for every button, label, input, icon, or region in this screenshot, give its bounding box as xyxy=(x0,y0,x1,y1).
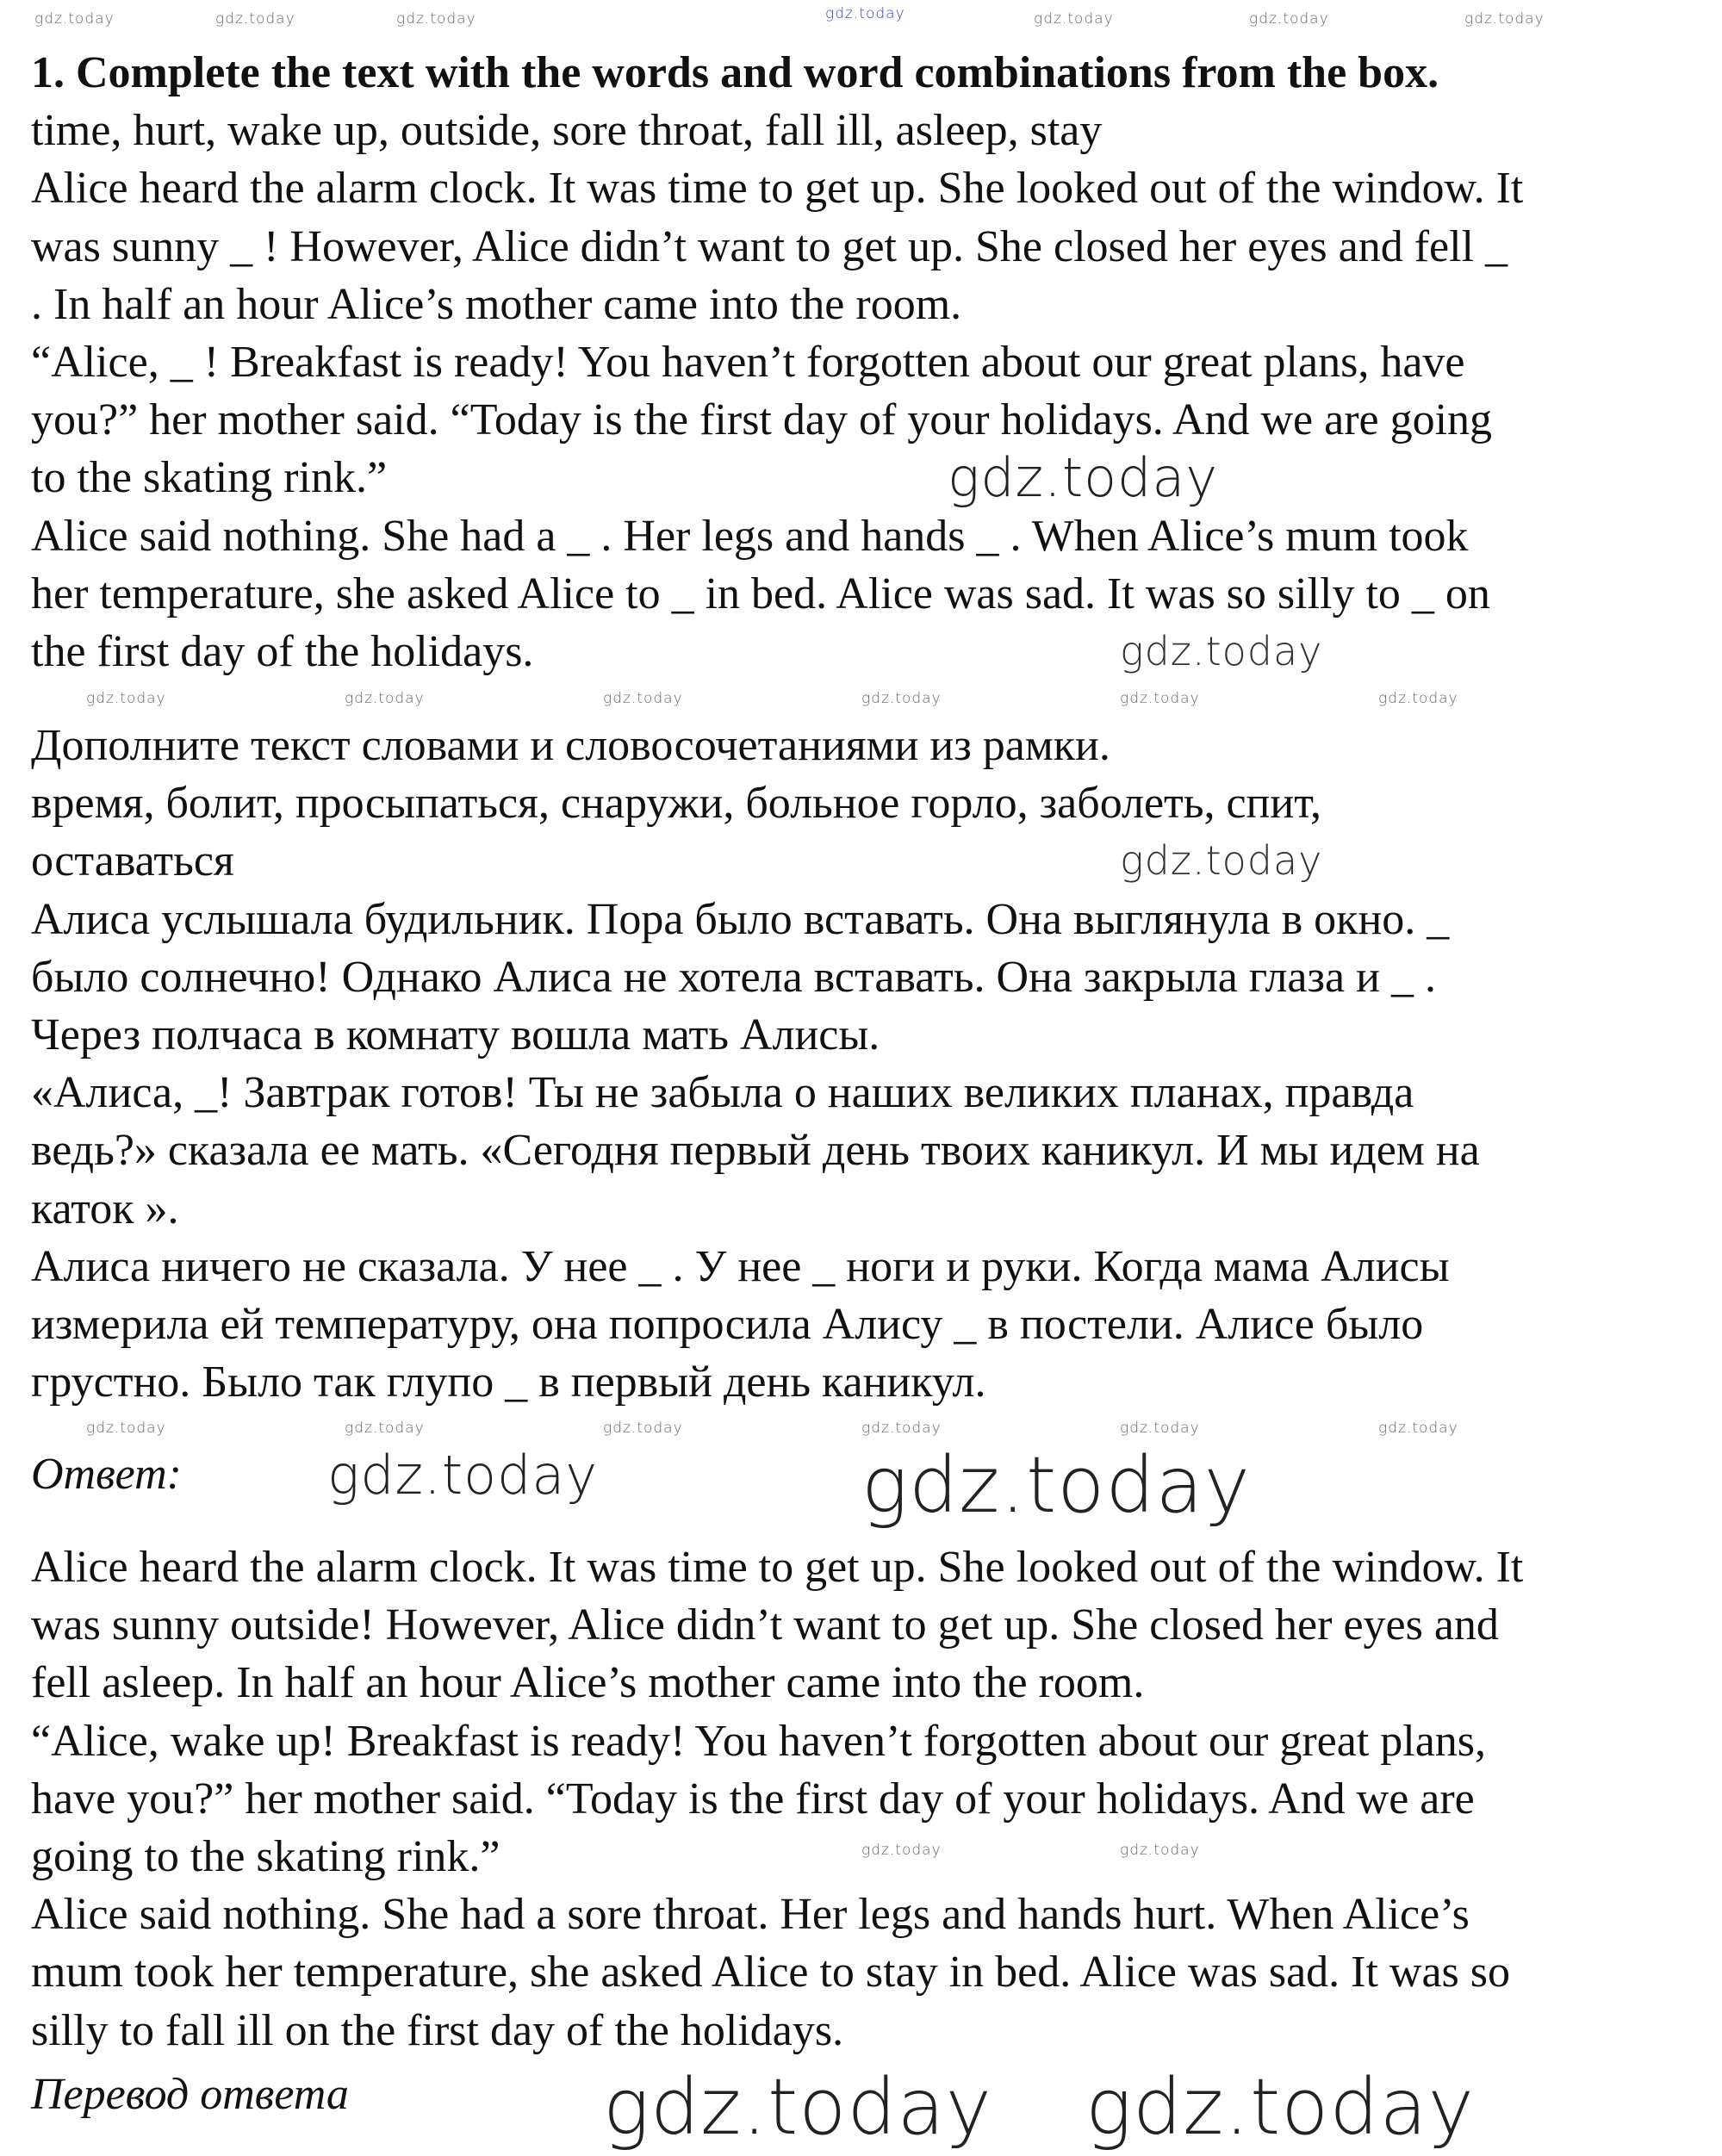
answer-text xyxy=(31,1538,1523,2060)
text-line: going to the skating rink.” xyxy=(31,1832,500,1882)
word-box: time, hurt, wake up, outside, sore throat, fall ill, asleep, stay xyxy=(31,106,1103,156)
russian-word-box: оставаться xyxy=(31,836,234,886)
text-line: have you?” her mother said. “Today is the first day of your holidays. And we are xyxy=(31,1774,1475,1824)
russian-text xyxy=(31,717,1480,1411)
russian-word-box: время, болит, просыпаться, снаружи, больное горло, заболеть, спит, xyxy=(31,779,1322,829)
watermark: gdz.today xyxy=(861,1440,1251,1531)
watermark: gdz.today xyxy=(603,2062,992,2153)
watermark: gdz.today xyxy=(1120,837,1323,884)
watermark: gdz.today xyxy=(327,1444,599,1507)
exercise-heading: 1. Complete the text with the words and word combinations from the box. xyxy=(31,48,1439,97)
watermark: gdz.today xyxy=(861,690,942,707)
text-line: каток ». xyxy=(31,1184,179,1233)
watermark: gdz.today xyxy=(1085,2062,1475,2153)
russian-instruction: Дополните текст словами и словосочетаниями из рамки. xyxy=(31,721,1110,770)
exercise-text xyxy=(31,44,1523,680)
text-line: Alice heard the alarm clock. It was time to get up. She looked out of the window. It xyxy=(31,1543,1524,1592)
watermark: gdz.today xyxy=(1034,10,1114,28)
watermark: gdz.today xyxy=(1464,10,1545,28)
text-line: Через полчаса в комнату вошла мать Алисы. xyxy=(31,1010,880,1060)
text-line: you?” her mother said. “Today is the first day of your holidays. And we are going xyxy=(31,395,1493,445)
text-line: “Alice, wake up! Breakfast is ready! You haven’t forgotten about our great plans, xyxy=(31,1716,1487,1766)
watermark: gdz.today xyxy=(1378,690,1458,707)
answer-label: Ответ: xyxy=(31,1450,182,1499)
text-line: грустно. Было так глупо _ в первый день каникул. xyxy=(31,1358,986,1407)
watermark: gdz.today xyxy=(825,5,905,22)
watermark: gdz.today xyxy=(1120,690,1200,707)
watermark: gdz.today xyxy=(86,690,166,707)
text-line: было солнечно! Однако Алиса не хотела вставать. Она закрыла глаза и _ . xyxy=(31,952,1436,1002)
watermark: gdz.today xyxy=(86,1420,166,1437)
watermark: gdz.today xyxy=(34,10,115,28)
watermark: gdz.today xyxy=(345,1420,425,1437)
text-line: her temperature, she asked Alice to _ in bed. Alice was sad. It was so silly to _ on xyxy=(31,569,1490,618)
text-line: Алиса ничего не сказала. У нее _ . У нее _ ноги и руки. Когда мама Алисы xyxy=(31,1241,1450,1291)
text-line: was sunny outside! However, Alice didn’t want to get up. She closed her eyes and xyxy=(31,1600,1499,1650)
text-line: Alice heard the alarm clock. It was time to get up. She looked out of the window. It xyxy=(31,164,1524,214)
translation-label: Перевод ответа xyxy=(31,2070,349,2119)
text-line: Алиса услышала будильник. Пора было вставать. Она выглянула в окно. _ xyxy=(31,894,1450,944)
text-line: was sunny _ ! However, Alice didn’t want to get up. She closed her eyes and fell _ xyxy=(31,221,1508,271)
text-line: “Alice, _ ! Breakfast is ready! You haven’t forgotten about our great plans, have xyxy=(31,338,1465,388)
text-line: fell asleep. In half an hour Alice’s mother came into the room. xyxy=(31,1658,1145,1708)
watermark: gdz.today xyxy=(396,10,476,28)
watermark: gdz.today xyxy=(345,690,425,707)
watermark: gdz.today xyxy=(1249,10,1329,28)
watermark: gdz.today xyxy=(1120,1842,1200,1859)
text-line: измерила ей температуру, она попросила Алису _ в постели. Алисе было xyxy=(31,1300,1424,1350)
watermark: gdz.today xyxy=(215,10,295,28)
watermark: gdz.today xyxy=(1120,1420,1200,1437)
text-line: «Алиса, _! Завтрак готов! Ты не забыла о наших великих планах, правда xyxy=(31,1068,1414,1118)
text-line: mum took her temperature, she asked Alice to stay in bed. Alice was sad. It was so xyxy=(31,1948,1511,1998)
watermark: gdz.today xyxy=(603,690,683,707)
watermark: gdz.today xyxy=(1120,628,1323,674)
watermark: gdz.today xyxy=(948,446,1219,509)
text-line: to the skating rink.” xyxy=(31,453,388,503)
text-line: . In half an hour Alice’s mother came into the room. xyxy=(31,279,962,329)
watermark: gdz.today xyxy=(861,1420,942,1437)
text-line: Alice said nothing. She had a sore throat. Her legs and hands hurt. When Alice’s xyxy=(31,1890,1470,1940)
text-line: Alice said nothing. She had a _ . Her legs and hands _ . When Alice’s mum took xyxy=(31,511,1469,561)
watermark: gdz.today xyxy=(1378,1420,1458,1437)
text-line: the first day of the holidays. xyxy=(31,627,534,677)
text-line: ведь?» сказала ее мать. «Сегодня первый день твоих каникул. И мы идем на xyxy=(31,1126,1480,1176)
watermark: gdz.today xyxy=(603,1420,683,1437)
text-line: silly to fall ill on the first day of the holidays. xyxy=(31,2005,844,2055)
watermark: gdz.today xyxy=(861,1842,942,1859)
